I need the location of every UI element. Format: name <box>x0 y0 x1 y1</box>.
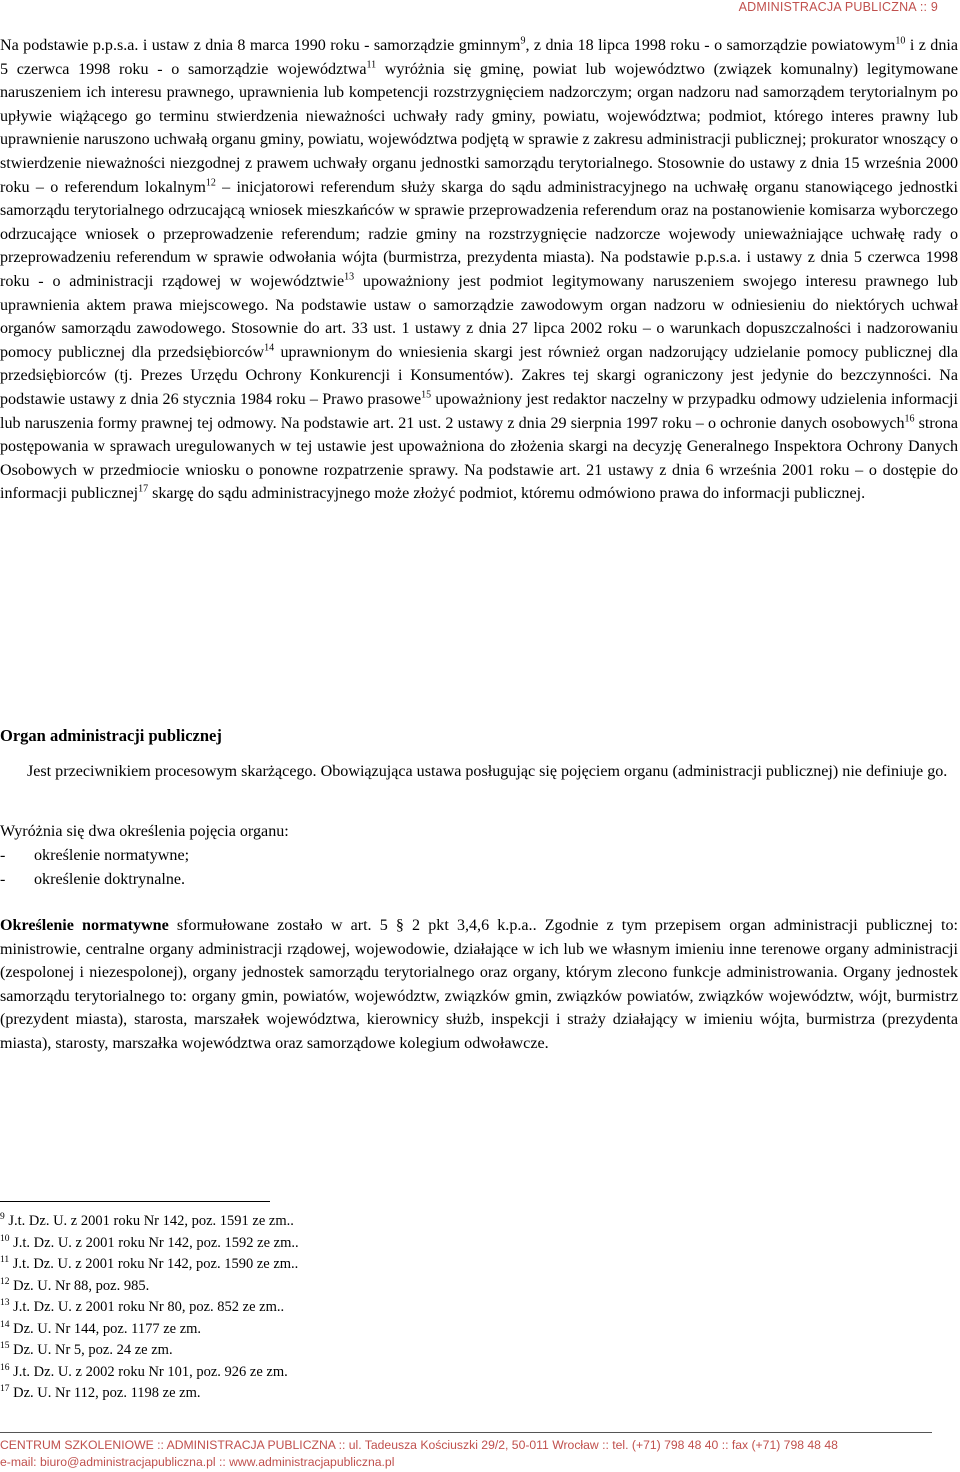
footnote-number: 14 <box>0 1319 10 1330</box>
footnote-number: 12 <box>0 1276 10 1287</box>
footnote-ref[interactable]: 9 <box>520 35 526 47</box>
footnote-number: 16 <box>0 1362 10 1373</box>
main-paragraph <box>0 34 958 506</box>
footnote-number: 13 <box>0 1298 10 1309</box>
footnote-number: 11 <box>0 1255 10 1266</box>
footnote-ref[interactable]: 15 <box>421 389 432 401</box>
footnote-text: Dz. U. Nr 144, poz. 1177 ze zm. <box>13 1320 202 1337</box>
footnote-number: 15 <box>0 1341 10 1352</box>
text-segment: wyróżnia się gminę, powiat lub województwo (związek komunalny) legitymowane naruszeniem ich interesu prawnego, uprawnienia lub kompetencji rozstrzygnięciem nadzorczym; organ nadzoru nad samorządem terytorialnym po upływie wiążącego go terminu stwierdzenia nieważności uchwały rady gminy, powiatu, województwa; podmiot, którego interes prawny lub uprawnienie naruszono uchwałą organu gminy, powiatu, województwa podjętą w sprawie z zakresu administracji publicznej; prokurator wnoszący o stwierdzenie nieważności niezgodnej z prawem uchwały organu jednostki samorządu terytorialnego. Stosownie do ustawy z dnia 15 września 2000 roku – o referendum lokalnym <box>0 60 958 196</box>
text-segment: strona postępowania w sprawach uregulowanych w tej ustawie jest upoważniona do złożenia skargi na decyzję Generalnego Inspektora Ochrony Danych Osobowych w przedmiocie wniosku o ponowne rozpatrzenie sprawy. Na podstawie art. 21 ustawy z dnia 6 września 2001 roku – o dostępie do informacji publicznej <box>0 414 958 503</box>
text-segment: upoważniony jest redaktor naczelny w przypadku odmowy udzielenia informacji lub naruszenia formy prawnej tej odmowy. Na podstawie art. 21 ust. 2 ustawy z dnia 29 sierpnia 1997 roku – o ochronie danych osobowych <box>0 390 958 432</box>
footer-contact[interactable]: e-mail: biuro@administracjapubliczna.pl :: www.administracjapubliczna.pl <box>0 1455 395 1469</box>
list-item-text: określenie normatywne; <box>34 847 190 864</box>
footnote-number: 17 <box>0 1384 10 1395</box>
text-segment: uprawnionym do wniesienia skargi jest również organ nadzorujący udzielanie pomocy publicznej dla przedsiębiorców (tj. Prezes Urzędu Ochrony Konkurencji i Konsumentów). Zakres tej skargi ograniczony jest jedynie do bezczynności. Na podstawie ustawy z dnia 26 stycznia 1984 roku – Prawo prasowe <box>0 343 958 408</box>
list-dash: - <box>0 871 6 888</box>
footnote-text: J.t. Dz. U. z 2001 roku Nr 142, poz. 1592 ze zm.. <box>13 1234 299 1251</box>
footnote-number: 9 <box>0 1212 5 1223</box>
footnote-text: J.t. Dz. U. z 2002 roku Nr 101, poz. 926 ze zm. <box>13 1363 288 1380</box>
text-segment: – inicjatorowi referendum służy skarga do sądu administracyjnego na uchwałę organu stanowiącego jednostki samorządu terytorialnego odrzucającą wniosek mieszkańców w sprawie przeprowadzenia referendum oraz na postanowienie komisarza wyborczego odrzucające wniosek o przeprowadzenie referendum; radzie gminy na rozstrzygnięcie nadzorcze wojewody unieważniające uchwałę rady o przeprowadzeniu referendum w sprawie odwołania wójta (burmistrza, prezydenta miasta). Na podstawie p.p.s.a. i ustawy z dnia 5 czerwca 1998 roku - o administracji rządowej w województwie <box>0 178 958 290</box>
section-intro: Jest przeciwnikiem procesowym skarżącego. Obowiązująca ustawa posługując się pojęciem organu (administracji publicznej) nie definiuje go. <box>27 763 948 780</box>
footer-address: CENTRUM SZKOLENIOWE :: ADMINISTRACJA PUBLICZNA :: ul. Tadeusza Kościuszki 29/2, 50-011 Wrocław :: tel. (+71) 798 48 40 :: fax (+71) 798 48 48 <box>0 1438 838 1452</box>
footnote-ref[interactable]: 12 <box>205 177 216 189</box>
footnote-text: Dz. U. Nr 112, poz. 1198 ze zm. <box>13 1385 201 1401</box>
footnote-text: Dz. U. Nr 88, poz. 985. <box>13 1277 150 1294</box>
footnote-text: J.t. Dz. U. z 2001 roku Nr 142, poz. 1591 ze zm.. <box>8 1213 294 1229</box>
footnote-ref[interactable]: 11 <box>366 59 377 71</box>
normative-text: sformułowane zostało w art. 5 § 2 pkt 3,4,6 k.p.a.. Zgodnie z tym przepisem organ administracji publicznej to: ministrowie, centralne organy administracji rządowej, wojewodowie, działające w ich lub we własnym imieniu inne terenowe organy administracji (zespolonej i niezespolonej), organy jednostek samorządu terytorialnego oraz organy, którym zlecono funkcje administrowania. Organy jednostek samorządu terytorialnego to: organy gmin, powiatów, województw, związków gmin, związków powiatów, związków województw, wójt, burmistrz (prezydent miasta), starosta, marszałek województwa, kierownicy służb, inspekcji i straży działający w imieniu wójta, burmistrza (prezydenta miasta), starosty, marszałka województwa oraz samorządowe kolegium odwoławcze. <box>0 917 958 1052</box>
footnote <box>0 1319 299 1341</box>
list-item-text: określenie doktrynalne. <box>34 871 186 888</box>
normative-definition <box>0 914 958 1056</box>
footnote <box>0 1211 299 1233</box>
text-segment: skargę do sądu administracyjnego może złożyć podmiot, któremu odmówiono prawa do informacji publicznej. <box>148 485 866 503</box>
definitions-lead: Wyróżnia się dwa określenia pojęcia organu: <box>0 823 289 840</box>
section-title: Organ administracji publicznej <box>0 726 222 745</box>
list-dash: - <box>0 847 6 864</box>
paragraph-text <box>0 34 958 506</box>
footnote-ref[interactable]: 10 <box>895 35 906 47</box>
footnote-text: J.t. Dz. U. z 2001 roku Nr 80, poz. 852 ze zm.. <box>13 1299 285 1315</box>
page-footer <box>0 1437 838 1471</box>
footnote-text: J.t. Dz. U. z 2001 roku Nr 142, poz. 1590 ze zm.. <box>12 1256 299 1272</box>
text-segment: i z dnia 5 czerwca 1998 roku - o samorządzie województwa <box>0 37 958 78</box>
footnote <box>0 1297 299 1319</box>
footnote-ref[interactable]: 14 <box>264 342 275 354</box>
list-item <box>0 844 189 868</box>
footnote <box>0 1362 299 1384</box>
definitions-list <box>0 844 189 892</box>
footnote-text: Dz. U. Nr 5, poz. 24 ze zm. <box>13 1342 173 1358</box>
footer-separator <box>0 1432 932 1433</box>
page-header: ADMINISTRACJA PUBLICZNA :: 9 <box>738 0 938 14</box>
list-item <box>0 868 189 892</box>
footnote-ref[interactable]: 13 <box>344 271 355 283</box>
footnote <box>0 1340 299 1362</box>
footnote <box>0 1383 299 1405</box>
footnote-number: 10 <box>0 1233 10 1244</box>
footnote <box>0 1276 299 1298</box>
footnote-separator <box>0 1201 270 1202</box>
footnote <box>0 1254 299 1276</box>
text-segment: Na podstawie p.p.s.a. i ustaw z dnia 8 marca 1990 roku - samorządzie gminnym <box>0 37 521 54</box>
footnote-ref[interactable]: 16 <box>904 413 915 425</box>
footnote-ref[interactable]: 17 <box>138 483 149 495</box>
normative-term: Określenie normatywne <box>0 917 169 934</box>
text-segment: upoważniony jest podmiot legitymowany naruszeniem swojego interesu prawnego lub uprawnienia aktem prawa miejscowego. Na podstawie ustaw o samorządzie zawodowym organ nadzoru w odniesieniu do niektórych uchwał organów samorządu zawodowego. Stosownie do art. 33 ust. 1 ustawy z dnia 27 lipca 2002 roku – o warunkach dopuszczalności i nadzorowaniu pomocy publicznej dla przedsiębiorców <box>0 272 958 361</box>
footnotes-list <box>0 1211 299 1405</box>
footnote <box>0 1233 299 1255</box>
text-segment: , z dnia 18 lipca 1998 roku - o samorządzie powiatowym <box>525 37 896 54</box>
